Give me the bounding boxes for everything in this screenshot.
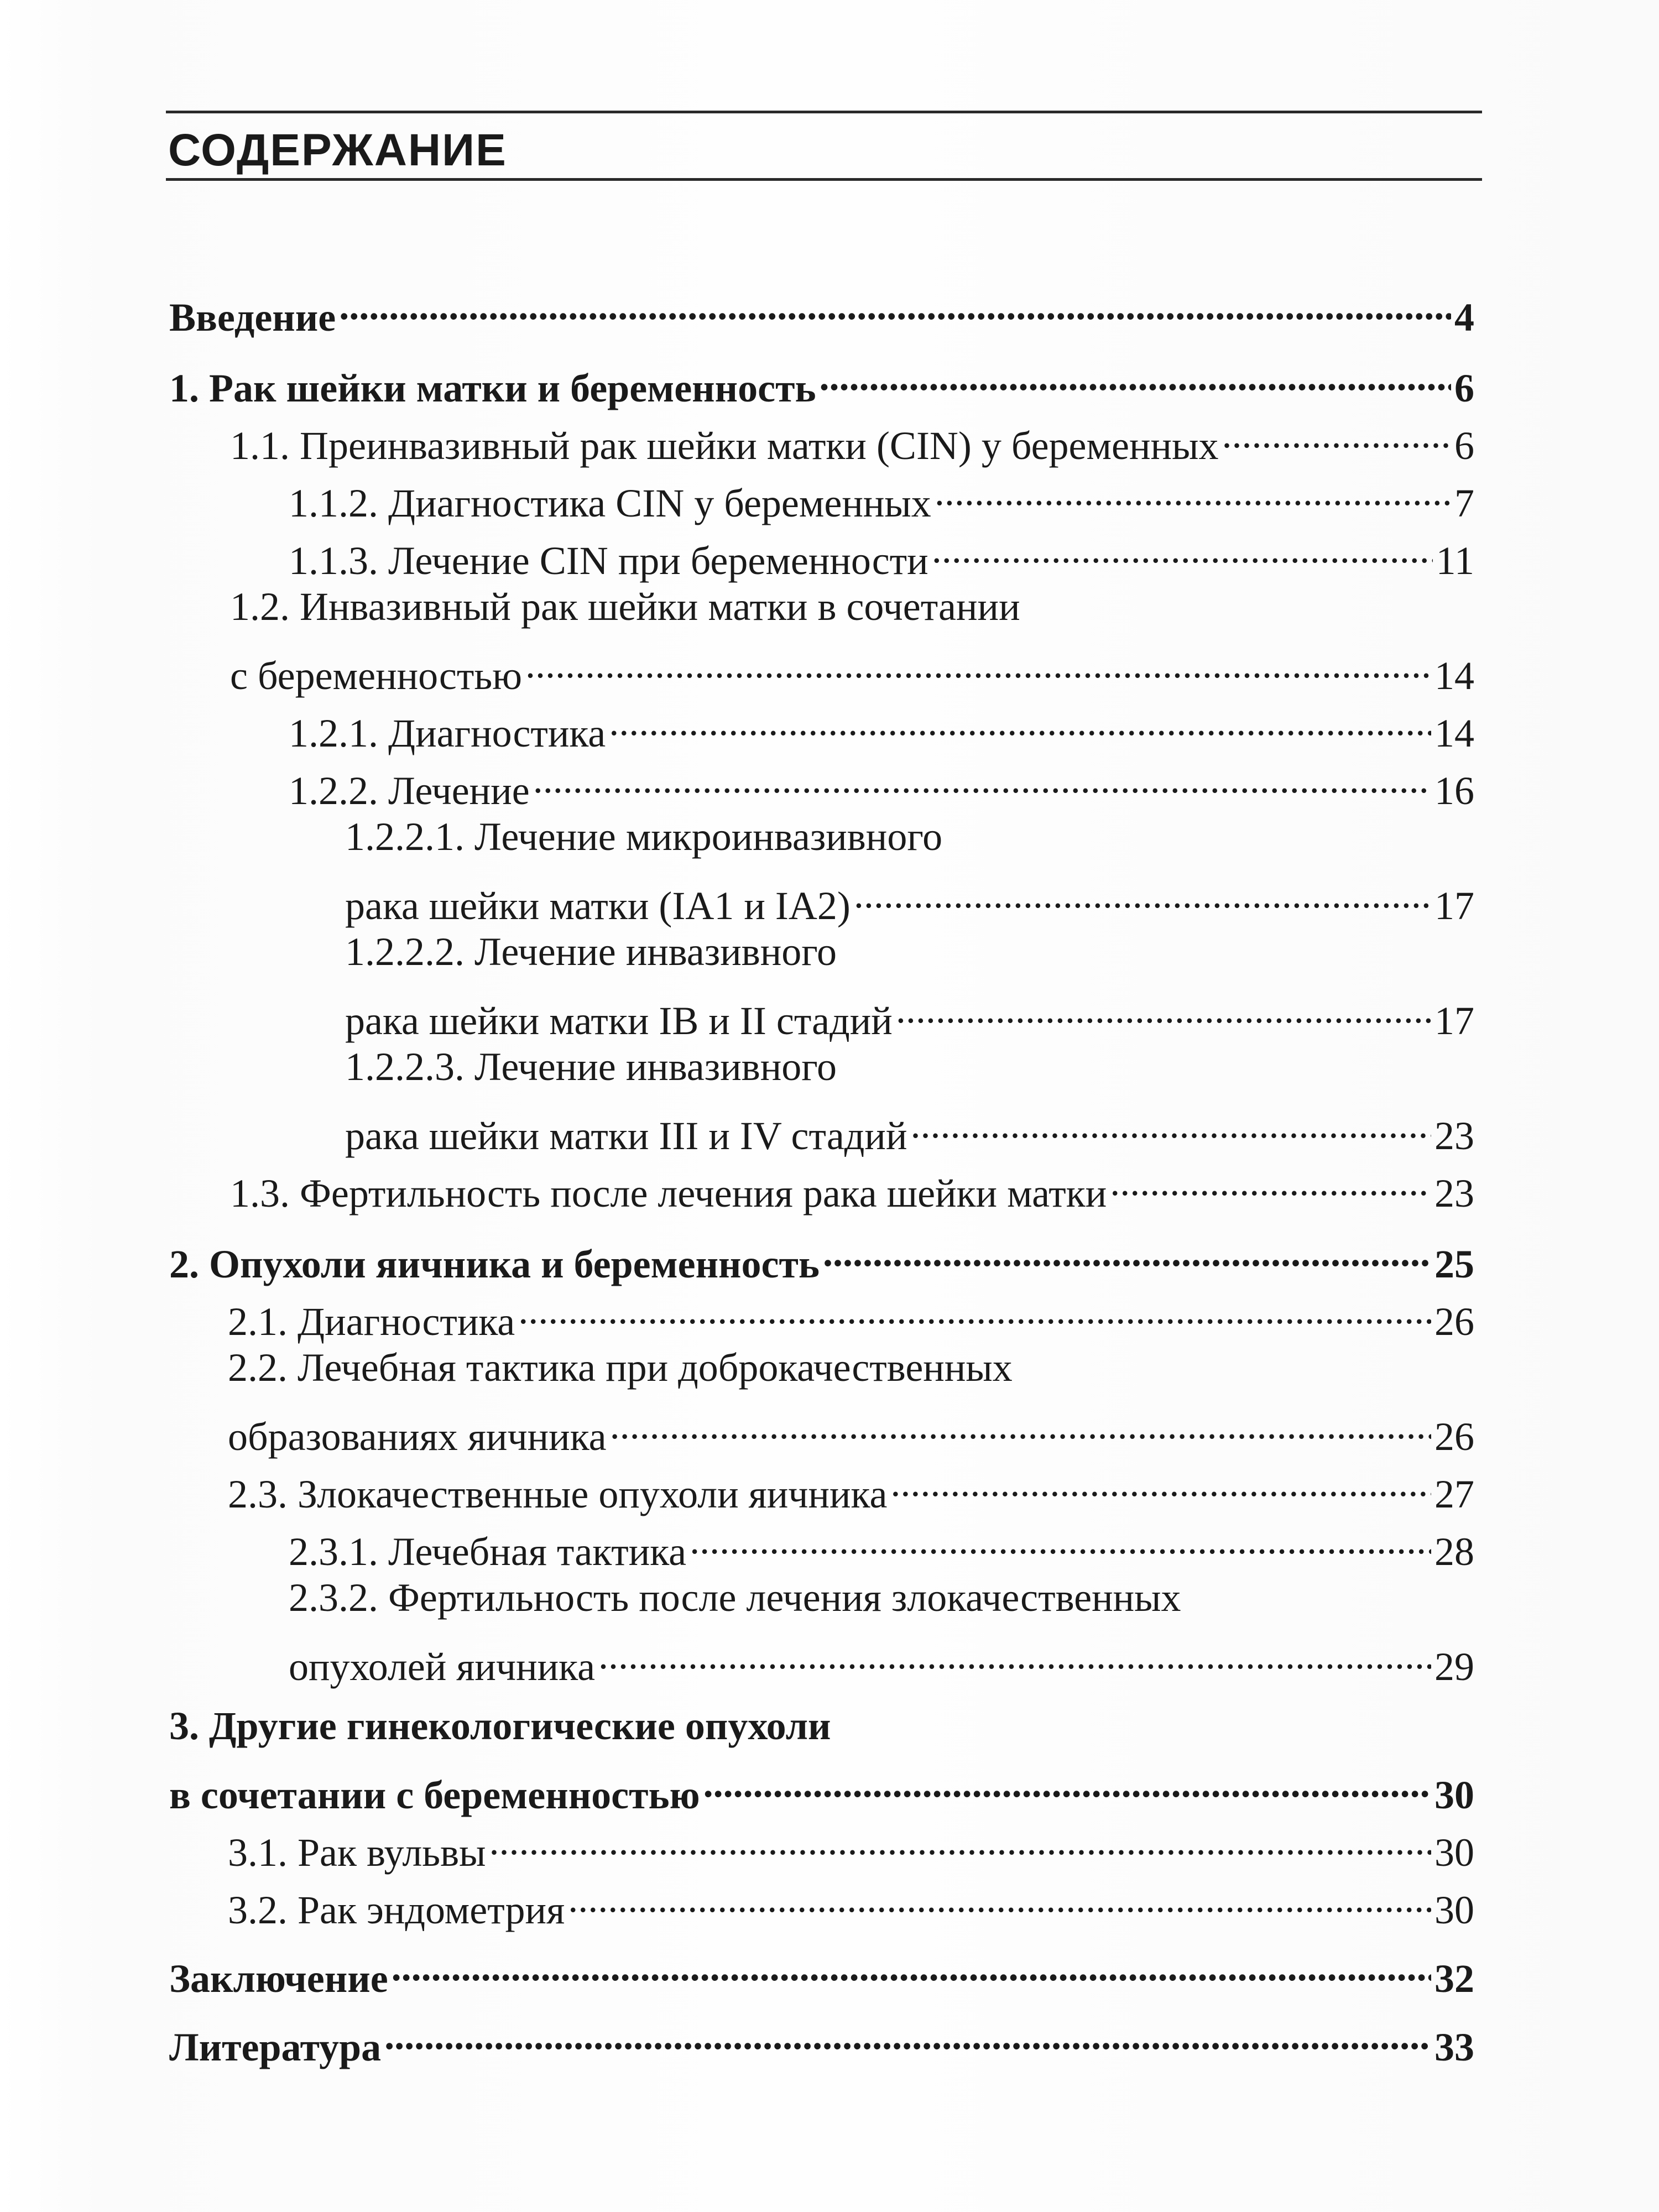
toc-entry-1-2-2[interactable]	[289, 754, 1474, 813]
toc-entry-label: Заключение	[169, 1957, 388, 2001]
toc-page-number: 7	[1454, 481, 1474, 525]
toc-entry-1-2-2-1-line-1[interactable]: 1.2.2.1. Лечение микроинвазивного	[345, 815, 943, 859]
toc-entry-label: 2.3. Злокачественные опухоли яичника	[228, 1472, 888, 1516]
toc-entry-label: опухолей яичника	[289, 1645, 596, 1689]
toc-entry-label: 1.1.2. Диагностика CIN у беременных	[289, 481, 931, 525]
toc-page-number: 30	[1434, 1773, 1474, 1817]
leader-dots	[890, 1458, 1431, 1507]
toc-entry-label: 1.3. Фертильность после лечения рака шейки матки	[230, 1171, 1107, 1215]
toc-entry-chapter-3-line-1[interactable]: 3. Другие гинекологические опухоли	[169, 1704, 831, 1748]
leader-dots	[823, 1228, 1431, 1277]
toc-page-number: 4	[1454, 295, 1474, 340]
toc-entry-1-1-3[interactable]	[289, 524, 1474, 583]
toc-page-number: 16	[1434, 769, 1474, 813]
toc-entry-intro[interactable]	[169, 281, 1474, 340]
toc-page-number: 28	[1434, 1530, 1474, 1574]
toc-page-number: 25	[1434, 1242, 1474, 1286]
toc-entry-label: рака шейки матки III и IV стадий	[345, 1114, 907, 1158]
leader-dots	[525, 639, 1431, 689]
leader-dots	[610, 1400, 1431, 1450]
toc-page-number: 27	[1434, 1472, 1474, 1516]
toc-entry-label: 3.1. Рак вульвы	[228, 1830, 486, 1875]
toc-page-number: 29	[1434, 1645, 1474, 1689]
leader-dots	[935, 467, 1451, 517]
toc-entry-label: 1. Рак шейки матки и беременность	[169, 366, 816, 410]
toc-page-number: 14	[1434, 711, 1474, 755]
toc-page-number: 6	[1454, 366, 1474, 410]
leader-dots	[820, 352, 1451, 401]
toc-entry-1-2-2-1[interactable]	[345, 869, 1474, 928]
toc-entry-1-3[interactable]	[230, 1157, 1474, 1215]
leader-dots	[703, 1759, 1431, 1808]
toc-page-number: 33	[1434, 2025, 1474, 2069]
leader-dots	[690, 1515, 1431, 1565]
toc-entry-label: 2. Опухоли яичника и беременность	[169, 1242, 820, 1286]
toc-entry-1-1-2[interactable]	[289, 467, 1474, 525]
toc-entry-1-2[interactable]	[230, 639, 1474, 698]
leader-dots	[854, 869, 1431, 919]
toc-page-number: 30	[1434, 1830, 1474, 1875]
leader-dots	[1222, 409, 1451, 459]
leader-dots	[910, 1099, 1431, 1149]
toc-entry-2-3[interactable]	[228, 1458, 1474, 1516]
toc-entry-label: образованиях яичника	[228, 1415, 607, 1459]
leader-dots	[932, 524, 1433, 574]
toc-entry-label: с беременностью	[230, 654, 522, 698]
toc-page-number: 17	[1434, 884, 1474, 928]
leader-dots	[568, 1874, 1431, 1923]
leader-dots	[533, 754, 1431, 804]
leader-dots	[384, 2011, 1431, 2060]
toc-entry-conclusion[interactable]	[169, 1942, 1474, 2001]
toc-entry-label: 1.2.1. Диагностика	[289, 711, 606, 755]
toc-entry-label: рака шейки матки IB и II стадий	[345, 999, 893, 1043]
leader-dots	[489, 1816, 1432, 1866]
toc-entry-1-2-1[interactable]	[289, 697, 1474, 755]
toc-entry-label: 2.3.1. Лечебная тактика	[289, 1530, 687, 1574]
toc-entry-label: 1.1. Преинвазивный рак шейки матки (CIN) у беременных	[230, 424, 1219, 468]
toc-entry-label: 2.1. Диагностика	[228, 1300, 515, 1344]
toc-entry-chapter-3[interactable]	[169, 1759, 1474, 1817]
toc-entry-1-1[interactable]	[230, 409, 1474, 468]
toc-entry-2-1[interactable]	[228, 1285, 1474, 1344]
toc-entry-label: 1.2.2. Лечение	[289, 769, 530, 813]
leader-dots	[339, 281, 1451, 331]
toc-page-number: 30	[1434, 1888, 1474, 1932]
toc-entry-1-2-2-2-line-1[interactable]: 1.2.2.2. Лечение инвазивного	[345, 930, 837, 974]
toc-page-number: 23	[1434, 1114, 1474, 1158]
toc-entry-1-2-line-1[interactable]: 1.2. Инвазивный рак шейки матки в сочетании	[230, 585, 1020, 629]
toc-entry-chapter-2[interactable]	[169, 1228, 1474, 1286]
toc-entry-2-2[interactable]	[228, 1400, 1474, 1459]
toc-entry-2-2-line-1[interactable]: 2.2. Лечебная тактика при доброкачественных	[228, 1345, 1013, 1390]
toc-entry-label: Литература	[169, 2025, 382, 2069]
toc-entry-chapter-1[interactable]	[169, 352, 1474, 410]
toc-page-number: 32	[1434, 1957, 1474, 2001]
leader-dots	[518, 1285, 1431, 1335]
toc-entry-1-2-2-2[interactable]	[345, 984, 1474, 1043]
toc-entry-3-2[interactable]	[228, 1874, 1474, 1932]
toc-page-number: 23	[1434, 1171, 1474, 1215]
toc-page-number: 26	[1434, 1415, 1474, 1459]
toc-page-number: 11	[1436, 539, 1474, 583]
toc-entry-literature[interactable]	[169, 2011, 1474, 2069]
toc-entry-1-2-2-3[interactable]	[345, 1099, 1474, 1158]
toc-entry-label: в сочетании с беременностью	[169, 1773, 700, 1817]
leader-dots	[1110, 1157, 1431, 1207]
toc-entry-label: 3.2. Рак эндометрия	[228, 1888, 565, 1932]
toc-entry-3-1[interactable]	[228, 1816, 1474, 1875]
toc-page-number: 26	[1434, 1300, 1474, 1344]
toc-entry-2-3-2[interactable]	[289, 1630, 1474, 1689]
leader-dots	[896, 984, 1431, 1034]
toc-entry-1-2-2-3-line-1[interactable]: 1.2.2.3. Лечение инвазивного	[345, 1045, 837, 1089]
leader-dots	[609, 697, 1431, 747]
toc-entry-label: Введение	[169, 295, 336, 340]
toc-entry-label: 1.1.3. Лечение CIN при беременности	[289, 539, 928, 583]
toc-entry-label: рака шейки матки (IA1 и IA2)	[345, 884, 851, 928]
page-title: СОДЕРЖАНИЕ	[168, 125, 507, 175]
toc-page-number: 6	[1454, 424, 1474, 468]
toc-entry-2-3-1[interactable]	[289, 1515, 1474, 1574]
toc-page-number: 14	[1434, 654, 1474, 698]
toc-entry-2-3-2-line-1[interactable]: 2.3.2. Фертильность после лечения злокачественных	[289, 1575, 1181, 1620]
leader-dots	[392, 1942, 1431, 1992]
toc-page-number: 17	[1434, 999, 1474, 1043]
leader-dots	[598, 1630, 1431, 1680]
